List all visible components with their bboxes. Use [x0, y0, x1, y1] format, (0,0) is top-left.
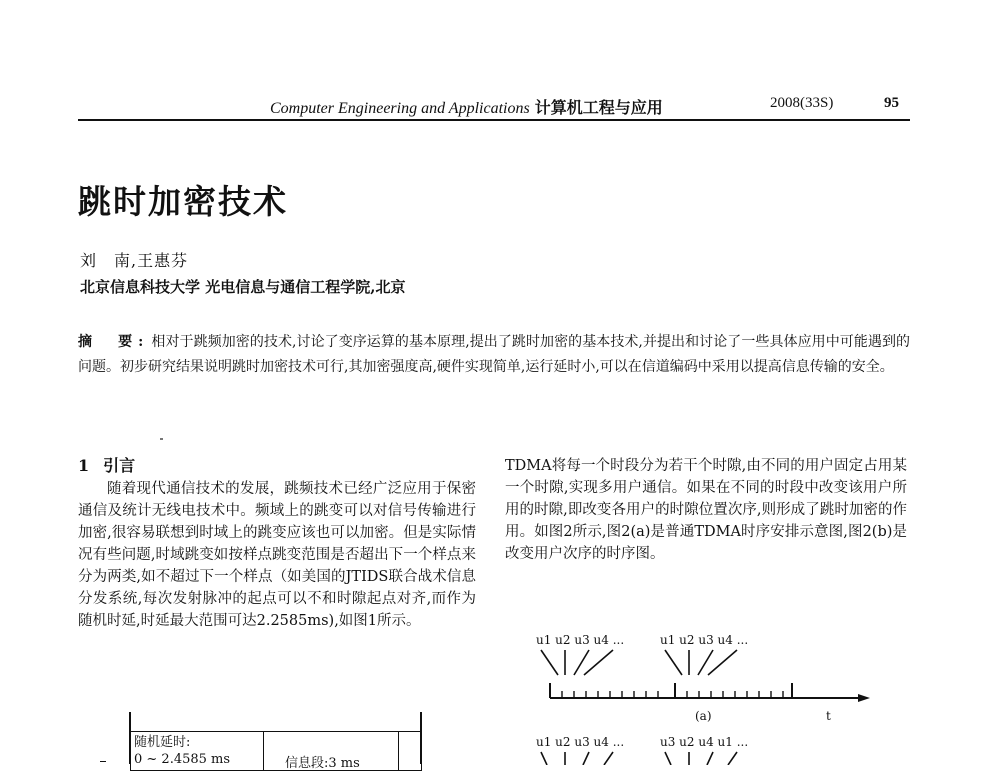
- figure1-divider: [263, 731, 264, 771]
- page-number: 95: [884, 95, 899, 111]
- fig2-a-group2-label: u1 u2 u3 u4 ...: [660, 633, 749, 647]
- fig2-a-lines-group2: [665, 650, 737, 675]
- running-header: [270, 95, 663, 118]
- fig2-axis-label: t: [826, 709, 831, 723]
- fig2-a-lines-group1: [541, 650, 613, 675]
- figure1-delay-text: [134, 734, 230, 768]
- section-title: 引言: [103, 456, 136, 475]
- journal-name-en: Computer Engineering and Applications: [270, 100, 530, 117]
- scan-speck: [160, 438, 163, 440]
- section-number: 1: [78, 456, 90, 475]
- figure1-tick: [100, 761, 106, 762]
- fig2-a-group1-label: u1 u2 u3 u4 ...: [536, 633, 625, 647]
- journal-name-cn: 计算机工程与应用: [534, 98, 663, 117]
- figure1-delay-value: 0 ~ 2.4585 ms: [134, 752, 231, 767]
- right-column: [505, 455, 907, 565]
- fig2-b-lines: [541, 752, 737, 765]
- paper-title: 跳时加密技术: [78, 182, 288, 221]
- intro-paragraph: 随着现代通信技术的发展，跳频技术已经广泛应用于保密通信及统计无线电技术中。频域上的跳变可以对信号传输进行加密,很容易联想到时域上的跳变应该也可以加密。但是实际情况有些问题,时域跳变如按样点跳变范围是否超出下一个样点来分为两类,如不超过下一个样点（如美国的JTIDS联合战术信息分发系统,每次发射脉冲的起点可以不和时隙起点对齐,而作为随机时延,时延最大范围可达2.2585ms),如图1所示。: [78, 481, 476, 629]
- figure1-divider-right: [398, 731, 399, 771]
- issue-number: 2008(33S): [770, 95, 834, 111]
- fig2-caption-a: (a): [695, 709, 712, 723]
- fig2-b-group2-label: u3 u2 u4 u1 ...: [660, 735, 749, 749]
- fig2-a-axis: [550, 683, 870, 702]
- figure2-diagram: [520, 625, 880, 765]
- section-heading: [78, 455, 476, 477]
- tdma-paragraph: TDMA将每一个时段分为若干个时隙,由不同的用户固定占用某一个时隙,实现多用户通信。如果在不同的时段中改变该用户所用的时隙,即改变各用户的时隙位置次序,则形成了跳时加密的作用。如图2所示,图2(a)是普通TDMA时序安排示意图,图2(b)是改变用户次序的时序图。: [505, 458, 907, 562]
- left-column: [78, 455, 476, 632]
- abstract-label: 摘 要:: [78, 334, 150, 350]
- header-rule: [78, 119, 910, 121]
- affiliation: 北京信息科技大学 光电信息与通信工程学院,北京: [80, 278, 406, 296]
- fig2-b-group1-label: u1 u2 u3 u4 ...: [536, 735, 625, 749]
- figure1-info-label: 信息段:3 ms: [285, 756, 360, 771]
- abstract-text: 相对于跳频加密的技术,讨论了变序运算的基本原理,提出了跳时加密的基本技术,并提出和讨论了一些具体应用中可能遇到的问题。初步研究结果说明跳时加密技术可行,其加密强度高,硬件实现简单,运行延时小,可以在信道编码中采用以提高信息传输的安全。: [78, 334, 910, 375]
- figure1-delay-label: 随机延时:: [134, 735, 191, 750]
- abstract: [78, 330, 910, 380]
- authors: 刘 南,王惠芬: [80, 251, 189, 270]
